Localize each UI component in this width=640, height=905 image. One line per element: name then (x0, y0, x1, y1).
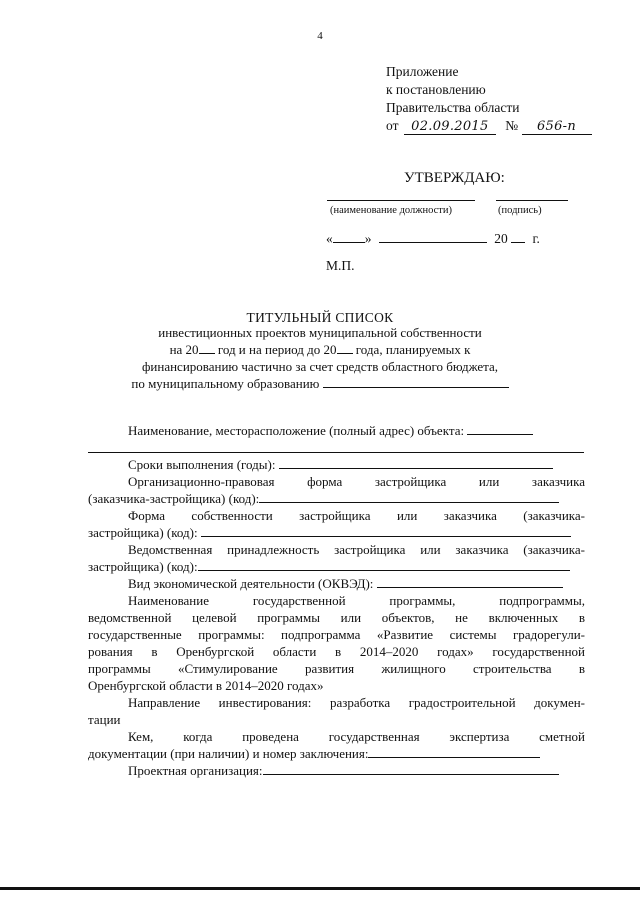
municipality-blank (323, 375, 509, 388)
org-form-line-1: Организационно-правовая форма застройщика или заказчика (128, 474, 585, 489)
position-caption: (наименование должности) (330, 205, 453, 216)
field-terms (128, 456, 588, 473)
appendix-date-row (386, 118, 592, 135)
terms-blank (279, 456, 553, 469)
org-form-blank (259, 490, 559, 503)
handwritten-date: 02.09.2015 (404, 119, 496, 135)
bottom-rule (0, 887, 640, 890)
appendix-line-3: Правительства области (386, 100, 520, 115)
expertise-line-2 (88, 745, 585, 762)
open-quote: « (326, 231, 333, 246)
name-location-blank (467, 422, 533, 435)
title-line-4 (0, 375, 640, 393)
org-form-line-2 (88, 490, 585, 507)
year-prefix: 20 (494, 231, 508, 246)
field-okved (128, 575, 588, 592)
appendix-line-1: Приложение (386, 64, 459, 79)
close-quote: » (364, 231, 372, 246)
departmental-label: застройщика) (код): (88, 559, 198, 574)
direction-line-1: Направление инвестирования: разработка градостроительной докумен- (128, 695, 585, 710)
ownership-line-2 (88, 524, 585, 541)
approval-title: УТВЕРЖДАЮ: (404, 170, 505, 186)
title-line-2c: года, планируемых к (355, 342, 471, 357)
month-blank (379, 230, 487, 243)
expertise-label: документации (при наличии) и номер заключения: (88, 746, 369, 761)
ownership-label: застройщика) (код): (88, 525, 198, 540)
departmental-line-2 (88, 558, 585, 575)
expertise-blank (368, 745, 540, 758)
title-line-3: финансированию частично за счет средств областного бюджета, (141, 359, 499, 374)
day-blank (333, 230, 365, 243)
handwritten-number: 656-п (522, 119, 592, 135)
direction-line-2: тации (88, 712, 121, 727)
program-line-6: Оренбургской области в 2014–2020 годах» (88, 678, 324, 693)
departmental-blank (198, 558, 570, 571)
okved-blank (377, 575, 563, 588)
design-org-label: Проектная организация: (128, 763, 263, 778)
field-name-location (128, 422, 588, 439)
title-line-4-text: по муниципальному образованию (131, 376, 320, 391)
expertise-line-1: Кем, когда проведена государственная экспертиза сметной (128, 729, 585, 744)
ownership-blank (201, 524, 571, 537)
year-blank-2 (337, 341, 353, 354)
seal-label: М.П. (326, 258, 355, 273)
program-line-5: программы «Стимулирование развития жилищного строительства в (88, 661, 585, 676)
from-label: от (386, 118, 399, 133)
name-location-label: Наименование, месторасположение (полный адрес) объекта: (128, 423, 465, 438)
document-title: ТИТУЛЬНЫЙ СПИСОК (246, 310, 394, 325)
title-line-2a: на 20 (169, 342, 199, 357)
signature-line (496, 200, 568, 201)
year-suffix: г. (532, 231, 540, 246)
program-line-3: государственные программы: подпрограмма «Развитие системы градорегули- (88, 627, 585, 642)
program-line-1: Наименование государственной программы, подпрограммы, (128, 593, 585, 608)
org-form-label: (заказчика-застройщика) (код): (88, 491, 260, 506)
approval-date-row (326, 230, 540, 247)
terms-label: Сроки выполнения (годы): (128, 457, 276, 472)
name-location-line-2 (88, 452, 584, 453)
ownership-line-1: Форма собственности застройщика или заказчика (заказчика- (128, 508, 585, 523)
okved-label: Вид экономической деятельности (ОКВЭД): (128, 576, 374, 591)
appendix-line-2: к постановлению (386, 82, 486, 97)
year-blank-1 (199, 341, 215, 354)
program-line-4: рования в Оренбургской области в 2014–2020 годах» государственной (88, 644, 585, 659)
program-line-2: ведомственной целевой программы или объектов, не включенных в (88, 610, 585, 625)
title-line-2 (0, 341, 640, 359)
page-number: 4 (317, 30, 323, 42)
title-line-1: инвестиционных проектов муниципальной собственности (158, 325, 482, 340)
title-line-2b: год и на период до 20 (217, 342, 337, 357)
year-blank (511, 230, 525, 243)
position-line (327, 200, 475, 201)
design-org-blank (263, 762, 559, 775)
signature-caption: (подпись) (498, 205, 542, 216)
number-label: № (505, 118, 519, 133)
departmental-line-1: Ведомственная принадлежность застройщика или заказчика (заказчика- (128, 542, 585, 557)
field-design-org (128, 762, 588, 779)
